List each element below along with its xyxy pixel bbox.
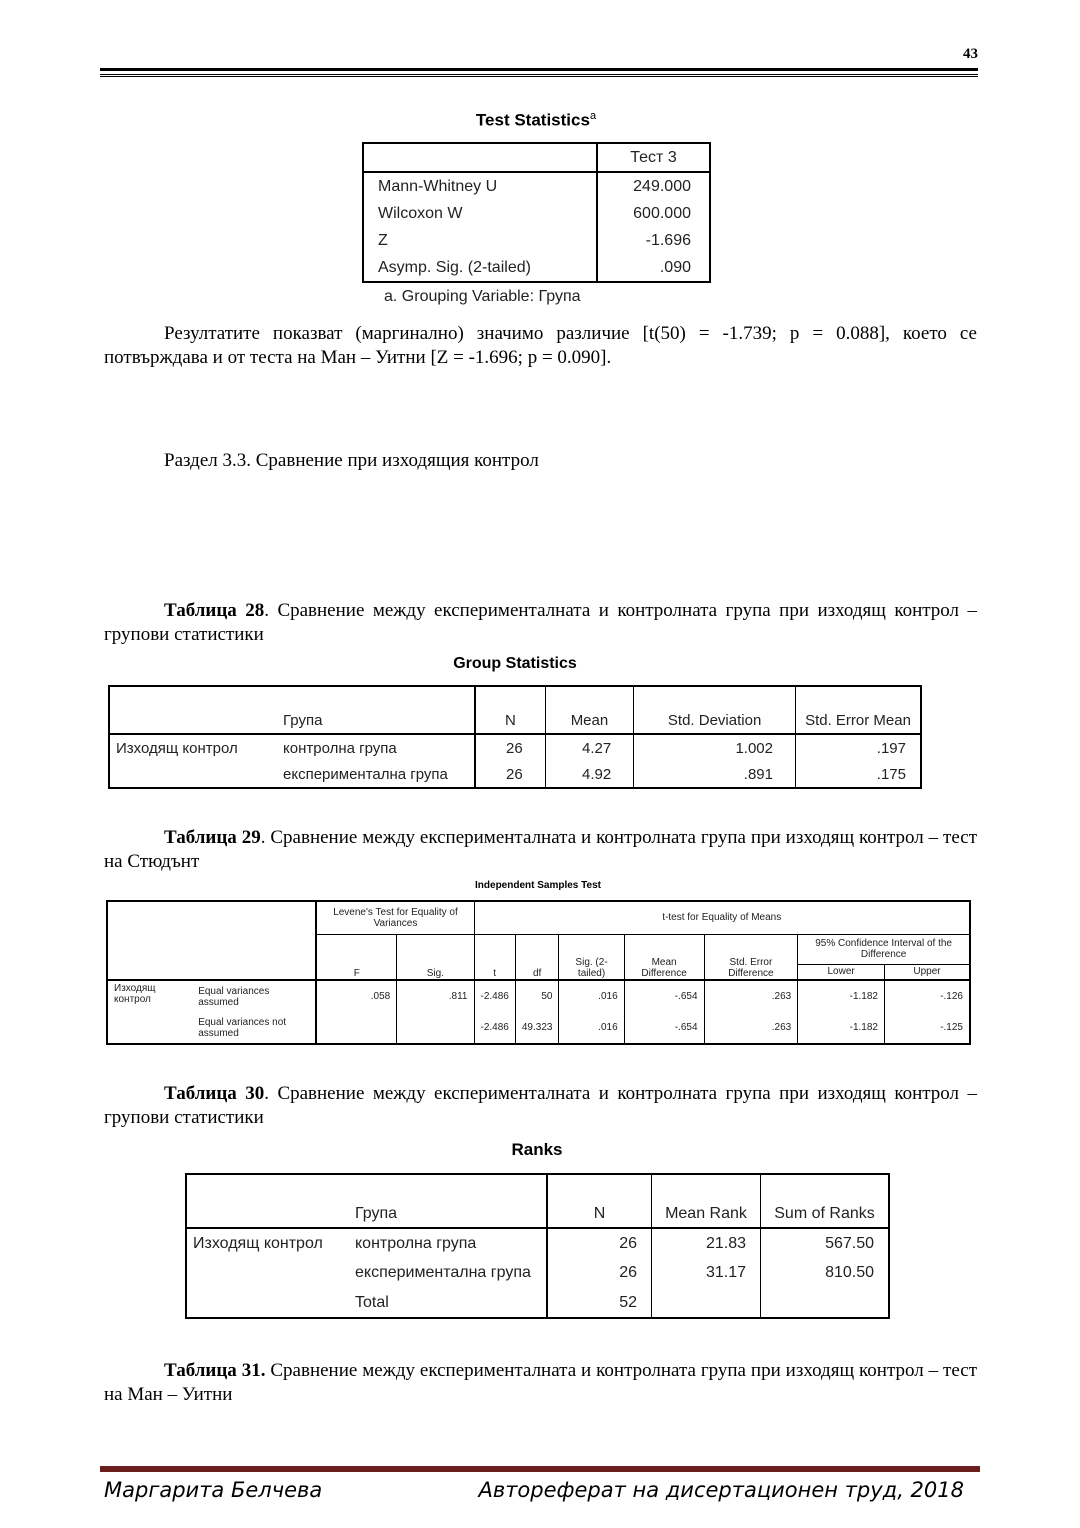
footer-rule bbox=[100, 1466, 980, 1472]
ranks-title: Ranks bbox=[511, 1140, 563, 1159]
grouping-note: a. Grouping Variable: Група bbox=[384, 288, 581, 305]
group-statistics-table: Група N Mean Std. Deviation Std. Error Mean Изходящ контрол контролна група 26 4.27 1.002 .197 експериментална група 26 4.92 .891 .175 bbox=[108, 685, 922, 789]
group-stats-title: Group Statistics bbox=[453, 655, 577, 672]
caption-table-30: Таблица 30. Сравнение между експерименталната и контролната група при изходящ контрол – групови статистики bbox=[104, 1083, 977, 1128]
page-number: 43 bbox=[963, 46, 978, 62]
test-statistics-table: Тест 3 Mann-Whitney U 249.000 Wilcoxon W 600.000 Z -1.696 Asymp. Sig. (2-tailed) .090 bbox=[362, 142, 711, 283]
caption-table-29: Таблица 29. Сравнение между експерименталната и контролната група при изходящ контрол – тест на Стюдънт bbox=[104, 827, 977, 872]
header-rule-thin bbox=[100, 76, 978, 77]
ranks-table: Група N Mean Rank Sum of Ranks Изходящ контрол контролна група 26 21.83 567.50 експериментална група 26 31.17 810.50 Total 52 bbox=[185, 1173, 890, 1319]
footer-work: Автореферат на дисертационен труд, 2018 bbox=[478, 1478, 964, 1502]
test-stats-title: Test Statistics$^a$ bbox=[475, 110, 597, 130]
footer-author: Маргарита Белчева bbox=[104, 1478, 323, 1502]
header-rule bbox=[100, 68, 978, 75]
independent-test-title: Independent Samples Test bbox=[475, 880, 601, 891]
section-heading: Раздел 3.3. Сравнение при изходящия контрол bbox=[164, 450, 539, 471]
caption-table-28: Таблица 28. Сравнение между експерименталната и контролната група при изходящ контрол – групови статистики bbox=[104, 600, 977, 645]
caption-table-31: Таблица 31. Сравнение между експерименталната и контролната група при изходящ контрол – тест на Ман – Уитни bbox=[104, 1360, 977, 1405]
independent-samples-table: Levene's Test for Equality of Variances t-test for Equality of Means F Sig. t df Sig. (2-tailed) Mean Difference Std. Error Difference 95% Confidence Interval of the Difference Lower Upper Изходящ контрол Equal variances assumed .058 .811 -2.486 50 .016 -.654 .263 -1.182 -.126 Equal variances not assumed -2.486 49.323 .016 -.654 .263 -1.182 -.125 bbox=[106, 900, 971, 1045]
results-paragraph: Резултатите показват (маргинално) значимо различие [t(50) = -1.739; p = 0.088], което се потвърждава и от теста на Ман – Уитни [Z = -1.696; p = 0.090]. bbox=[104, 323, 977, 368]
